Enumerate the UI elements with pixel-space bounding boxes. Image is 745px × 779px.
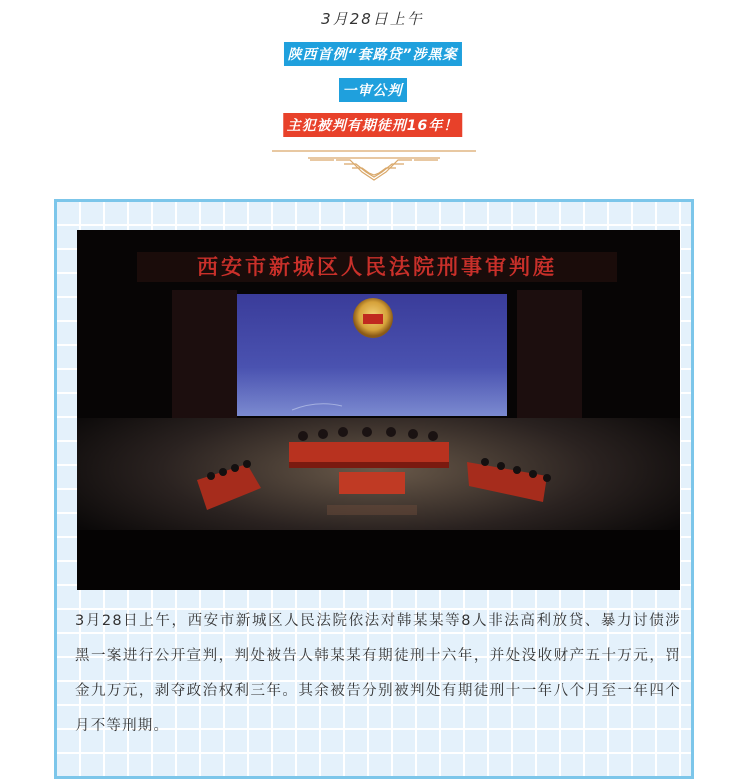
decorative-divider-icon — [272, 146, 476, 186]
headline-case-title: 陕西首例“套路贷”涉黑案 — [283, 42, 461, 66]
date-line: 3月28日上午 — [321, 10, 424, 28]
article-card — [54, 199, 694, 779]
headline-first-instance: 一审公判 — [339, 78, 407, 102]
court-banner: 西安市新城区人民法院刑事审判庭 — [197, 254, 557, 279]
courtroom-scene — [77, 230, 680, 590]
article-paragraph: 3月28日上午，西安市新城区人民法院依法对韩某某等8人非法高利放贷、暴力讨债涉黑一案进行公开宣判，判处被告人韩某某有期徒刑十六年，并处没收财产五十万元，罚金九万元，剥夺政治权利三年。其余被告分别被判处有期徒刑十一年八个月至一年四个月不等刑期。 — [75, 613, 681, 734]
headline-verdict: 主犯被判有期徒刑16年！ — [283, 113, 462, 137]
courtroom-photo — [77, 230, 680, 590]
